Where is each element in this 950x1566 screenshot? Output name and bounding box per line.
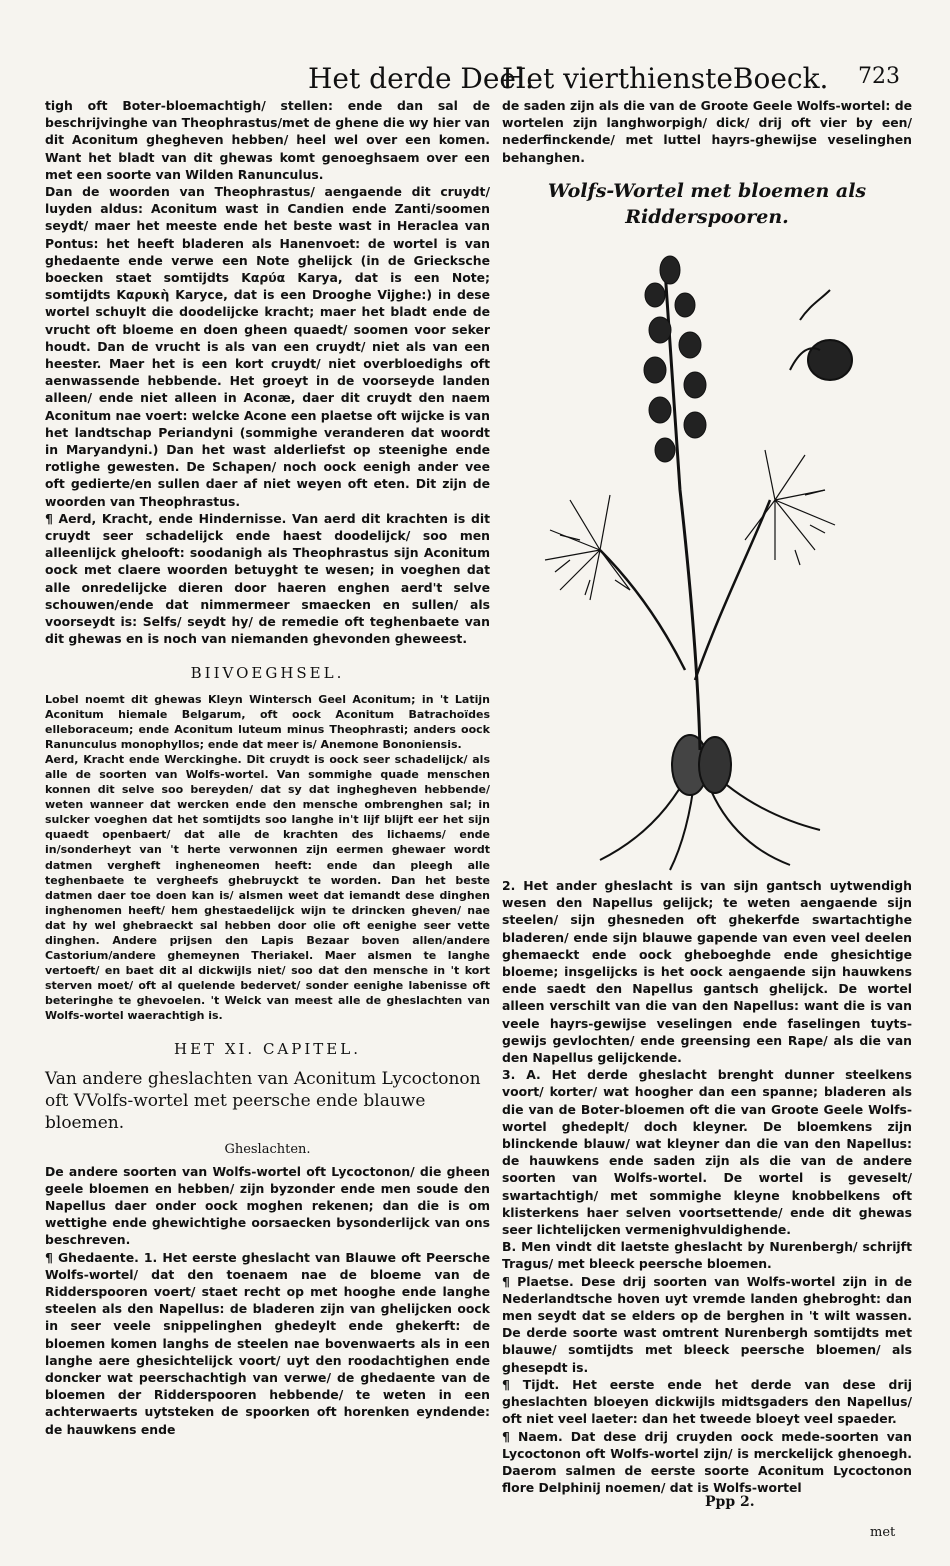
page-number: 723 xyxy=(858,64,900,89)
paragraph: ¶ Tijdt. Het eerste ende het derde van dese drij gheslachten bloeyen dickwijls midtsgaders den Napellus/ oft niet veel laeter: dan het tweede bloeyt veel spaeder. xyxy=(502,1376,912,1427)
paragraph: tigh oft Boter-bloemachtigh/ stellen: ende dan sal de beschrijvinghe van Theophrastus/met de ghene die wy hier van dit Aconitum ghegheven hebben/ heel wel over een komen. Want het bladt van dit ghewas komt genoeghsaem over een met een soorte van Wilden Ranunculus. xyxy=(45,98,490,182)
paragraph: 3. A. Het derde gheslacht brenght dunner steelkens voort/ korter/ wat hoogher dan een spanne; bladeren als die van de Boter-bloemen oft die van Groote Geele Wolfs-wortel ghedeplt/ doch kleyner. De bloemkens zijn blinckende blauw/ wat kleyner dan die van den Napellus: de hauwkens ende saden zijn als die van de andere soorten van Wolfs-wortel. De wortel is geveselt/ swartachtigh/ met sommighe kleyne knobbelkens oft klisterkens haer selven voortsettende/ ende dit ghewas seer lichtelijcken vermenighvuldighende. xyxy=(502,1067,912,1238)
paragraph: ¶ Aerd, Kracht, ende Hindernisse. Van aerd dit krachten is dit cruydt seer schadelijck ende haest doodelijck/ soo men alleenlijck ghelooft: soodanigh als Theophrastus sijn Aconitum oock met claere woorden betuyght te wesen; in voeghen dat alle onredelijcke dieren door haeren enghen aerd't selve schouwen/ende dat nimmermeer smaecken en sullen/ als voorseydt is: Selfs/ seydt hy/ de remedie oft teghenbaete van dit ghewas en is noch van niemanden ghevonden gheweest. xyxy=(45,510,490,647)
appendix-heading: BIIVOEGHSEL. xyxy=(190,663,345,682)
paragraph: ¶ Ghedaente. 1. Het eerste gheslacht van Blauwe oft Peersche Wolfs-wortel/ dat den toenaem nae de bloeme van de Ridderspooren voert/ staet recht op met hooghe ende langhe steelen als den Napellus: de bladeren zijn van ghelijcken oock in seer veele snippelinghen ghedeylt ende ghekerft: de bloemen komen langhs de steelen nae bovenwaerts als in een langhe aere ghesichtelijck voort/ uyt den roodachtighen ende doncker wat peerschachtigh van verwe/ de ghedaente van de bloemen der Ridderspooren hebbende/ te weten in een achterwaerts uytsteken de spoorken oft horenken eyndende: de hauwkens ende xyxy=(45,1249,490,1437)
appendix-paragraph: Aerd, Kracht ende Werckinghe. Dit cruydt is oock seer schadelijck/ als alle de soorten van Wolfs-wortel. Van sommighe quade menschen konnen dit selve soo bereyden/ dat sy dat inghegheven hebbende/ weten wanneer dat wercken ende den mensche ombrenghen sal; in sulcker voeghen dat het somtijdts soo langhe in't lijf blijft eer het sijn quaedt openbaert/ dat alle de krachten des lichaems/ ende in/sonderheyt van 't herte verwonnen zijn eermen ghewaer wordt datmen vergheft ingheneomen heeft: ende dan pleegh alle teghenbaete te vergheefs ghebruyckt te worden. Dan het beste datmen daer toe doen kan is/ alsmen weet dat iemandt dese dinghen inghenomen heeft/ hem ghestaedelijck wijn te drincken gheven/ nae dat hy wel ghebraeckt sal hebben door olie oft eenighe seer vette dinghen. Andere prijsen den Lapis Bezaar boven allen/andere Castorium/andere ghemeynen Theriakel. Maer alsmen te langhe vertoeft/ en baet dit al dickwijls niet/ soo dat den mensche in 't kort sterven moet/ oft al quelende bedervet/ sonder eenighe labenisse oft beteringhe te ghevoelen. 't Welck van meest alle de gheslachten van Wolfs-wortel waerachtigh is. xyxy=(45,752,490,1023)
plant-illustration xyxy=(520,250,880,875)
paragraph: ¶ Naem. Dat dese drij cruyden oock mede-soorten van Lycoctonon oft Wolfs-wortel zijn/ is merckelijck ghenoegh. Daerom salmen de eerste soorte Aconitum Lycoctonon flore Delphinij noemen/ dat is Wolfs-wortel xyxy=(502,1428,912,1496)
section-subheading: Gheslachten. xyxy=(224,1141,311,1157)
paragraph: Dan de woorden van Theophrastus/ aengaende dit cruydt/ luyden aldus: Aconitum wast in Candien ende Zanti/soomen seydt/ maer het meeste ende het beste wast in Heraclea van Pontus: het heeft bladeren als Hanenvoet: de wortel is van ghedaente ende verwe een Note ghelijck (in de Griecksche boecken staet somtijdts Καρύα Karya, dat is een Note; somtijdts Καρυκὴ Karyce, dat is een Drooghe Vijghe:) in dese wortel schuylt die doodelijcke kracht; maer het bladt ende de vrucht oft bloeme en doen gheen quaedt/ soomen voor seker houdt. Dan de vrucht is als van een cruydt/ niet als van een heester. Maer het is een kort cruydt/ niet overbloedighs oft aenwassende hebbende. Het groeyt in de voorseyde landen alleen/ ende niet alleen in Aconæ, daer dit cruydt den naem Aconitum nae voert: welcke Acone een plaetse oft wijcke is van het landtschap Periandyni (sommighe veranderen dat woordt in Maryandyni.) Dan het wast alderliefst op steenighe ende rotlighe gewesten. De Schapen/ noch oock eenigh ander vee oft gedierte/en sullen daer af niet weyen oft eten. Dit zijn de woorden van Theophrastus. xyxy=(45,184,490,509)
right-column-top xyxy=(502,97,912,238)
paragraph: 2. Het ander gheslacht is van sijn gantsch uytwendigh wesen den Napellus gelijck; te weten aengaende sijn steelen/ sijn ghesneden oft ghekerfde swartachtighe bladeren/ ende sijn blauwe gapende van even veel deelen ghemaeckt ende oock gheboeghde ende ghesichtige bloeme; insgelijcks is het oock aengaende sijn hauwkens ende saedt den Napellus gantsch ghelijck. De wortel alleen verschilt van die van den Napellus: want die is van veele hayrs-gewijse veselingen ende faselingen tuyts-gewijs gevlochten/ ende greensing een Rape/ als die van den Napellus gelijckende. xyxy=(502,878,912,1066)
paragraph: de saden zijn als die van de Groote Geele Wolfs-wortel: de wortelen zijn langhworpigh/ dick/ drij oft vier by een/ nederfinckende/ met luttel hayrs-ghewijse veselinghen behanghen. xyxy=(502,98,912,165)
chapter-title: Van andere gheslachten van Aconitum Lycoctonon oft VVolfs-wortel met peersche ende blauwe bloemen. xyxy=(45,1068,481,1133)
right-column-bottom xyxy=(502,877,912,1496)
running-header xyxy=(0,62,950,102)
chapter-heading: HET XI. CAPITEL. xyxy=(174,1039,361,1058)
header-book-title: Het vierthiensteBoeck. xyxy=(502,62,829,95)
left-column xyxy=(45,97,490,1438)
paragraph: De andere soorten van Wolfs-wortel oft Lycoctonon/ die gheen geele bloemen en hebben/ zijn byzonder ende men soude den Napellus daer onder oock moghen rekenen; dan die is om wettighe ende ghewichtighe oorsaecken bysonderlijck van ons beschreven. xyxy=(45,1163,490,1248)
paragraph: ¶ Plaetse. Dese drij soorten van Wolfs-wortel zijn in de Nederlandtsche hoven uyt vremde landen ghebroght: dan men seydt dat se elders op de berghen in 't wilt wassen. De derde soorte wast omtrent Nurenbergh somtijdts met blauwe/ somtijdts met bleeck peersche bloemen/ als ghesepdt is. xyxy=(502,1273,912,1375)
appendix-paragraph: Lobel noemt dit ghewas Kleyn Wintersch Geel Aconitum; in 't Latijn Aconitum hiemale Belgarum, oft oock Aconitum Batrachoïdes elleboraceum; ende Aconitum luteum minus Theophrasti; anders oock Ranunculus monophyllos; ende dat meer is/ Anemone Bononiensis. xyxy=(45,692,490,751)
header-part-title: Het derde Deel. xyxy=(308,62,534,95)
paragraph: B. Men vindt dit laetste gheslacht by Nurenbergh/ schrijft Tragus/ met bleeck peersche bloemen. xyxy=(502,1239,912,1272)
figure-caption: Wolfs-Wortel met bloemen als Ridderspooren. xyxy=(547,179,867,228)
signature-mark: Ppp 2. xyxy=(705,1494,755,1510)
catchword: met xyxy=(870,1525,896,1540)
